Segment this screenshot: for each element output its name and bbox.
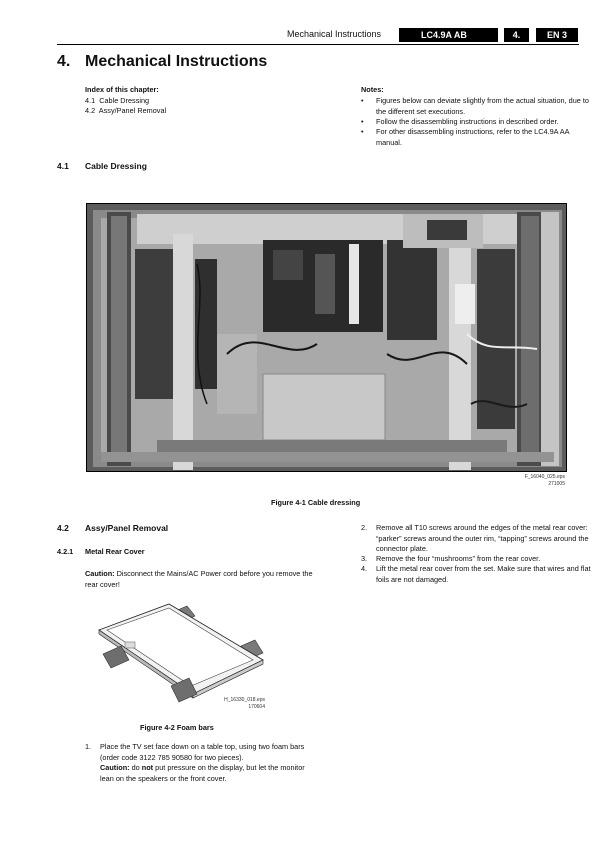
note-text: Follow the disassembling instructions in described order. (376, 117, 559, 126)
note-item (361, 117, 591, 128)
notes-title: Notes: (361, 85, 384, 94)
step-item (361, 564, 596, 585)
step-number: 1. (85, 742, 92, 751)
caution-label: Caution: (100, 763, 130, 772)
step-item (85, 742, 320, 784)
figure-file-date: 271005 (548, 481, 565, 487)
chapter-title: Mechanical Instructions (85, 53, 268, 70)
section-number: 4.2 (57, 523, 69, 533)
section-number: 4.1 (57, 161, 69, 171)
figure-caption: Figure 4-1 Cable dressing (271, 498, 361, 507)
chapter-number: 4. (57, 53, 71, 70)
step-number: 2. (361, 523, 368, 532)
index-title: Index of this chapter: (85, 85, 159, 94)
header-rule (57, 44, 579, 45)
bullet-icon: • (361, 127, 364, 136)
bullet-icon: • (361, 117, 364, 126)
header-page-number: EN 3 (536, 28, 578, 42)
figure-caption: Figure 4-2 Foam bars (140, 723, 214, 732)
note-text: For other disassembling instructions, refer to the LC4.9A AA manual. (376, 127, 570, 147)
section-title: Assy/Panel Removal (85, 523, 169, 533)
bullet-icon: • (361, 96, 364, 105)
step-item (361, 554, 596, 565)
step-text: Lift the metal rear cover from the set. Make sure that wires and flat foils are not damaged. (376, 564, 591, 584)
caution-text: put pressure on the display, but let the monitor lean on the speakers or the front cover. (100, 763, 305, 783)
header-chapter-number: 4. (504, 28, 529, 42)
figure-file-name: H_16330_018.eps (224, 697, 265, 703)
index-item[interactable]: 4.2 Assy/Panel Removal (85, 106, 167, 115)
index-item[interactable]: 4.1 Cable Dressing (85, 96, 150, 105)
step-item (361, 523, 596, 555)
step-text: Remove the four “mushrooms” from the rear cover. (376, 554, 541, 563)
cable-dressing-photo (86, 203, 567, 472)
cable-dressing-illustration (87, 204, 567, 472)
note-item (361, 96, 591, 117)
header-model: LC4.9A AB (399, 28, 498, 42)
caution-text: do (129, 763, 142, 772)
header-section-title: Mechanical Instructions (287, 29, 382, 39)
caution-note (85, 569, 325, 590)
figure-file-name: F_16040_025.eps (524, 474, 565, 480)
caution-text: Disconnect the Mains/AC Power cord before you remove the rear cover! (85, 569, 313, 589)
section-title: Cable Dressing (85, 161, 147, 171)
note-text: Figures below can deviate slightly from the actual situation, due to the different set executions. (376, 96, 589, 116)
foam-bars-illustration (95, 598, 270, 708)
caution-emphasis: not (141, 763, 154, 772)
subsection-number: 4.2.1 (57, 547, 74, 556)
note-item (361, 127, 591, 148)
step-number: 3. (361, 554, 368, 563)
step-number: 4. (361, 564, 368, 573)
step-text: Remove all T10 screws around the edges of the metal rear cover: “parker” screws around the outer rim, “tapping” screws around the connector plate. (376, 523, 589, 553)
figure-file-date: 170604 (248, 704, 265, 710)
caution-label: Caution: (85, 569, 115, 578)
step-text: Place the TV set face down on a table top, using two foam bars (order code 3122 785 90580 for two pieces). (100, 742, 305, 762)
subsection-title: Metal Rear Cover (85, 547, 145, 556)
